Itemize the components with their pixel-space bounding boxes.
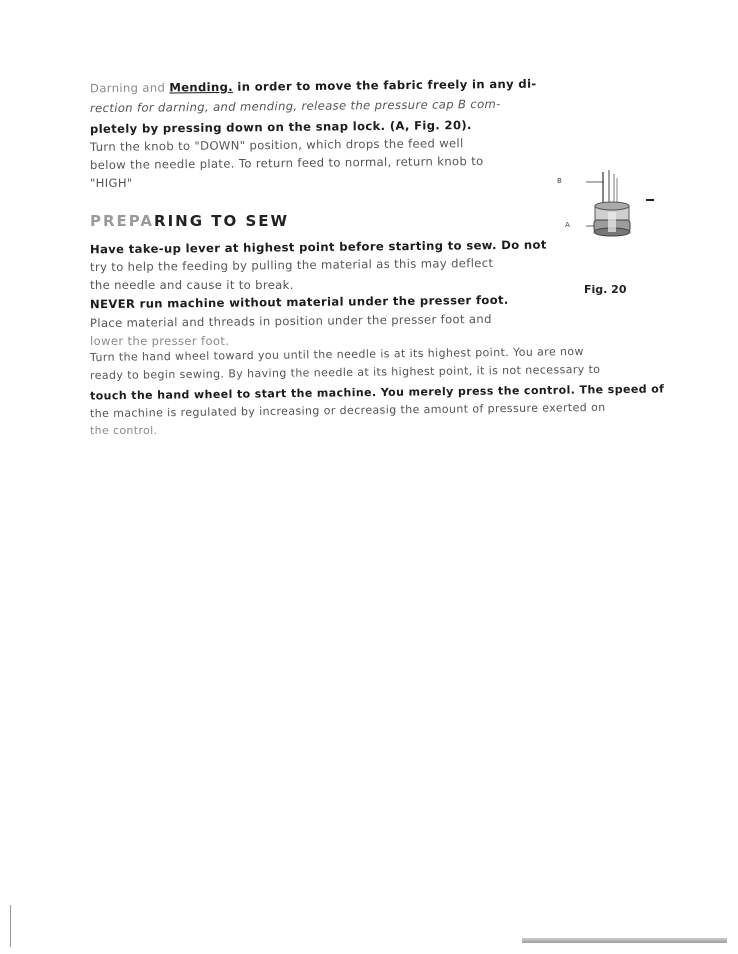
section-heading bbox=[90, 212, 289, 230]
darning-faint-prefix: Darning and bbox=[89, 80, 170, 96]
darning-line-4: Turn the knob to "DOWN" position, which drops the feed well bbox=[89, 136, 464, 154]
darning-line-1 bbox=[90, 77, 537, 96]
presser-cap-illustration-icon bbox=[586, 168, 640, 240]
sew-line-7: Turn the hand wheel toward you until the needle is at its highest point. You are now bbox=[89, 344, 584, 365]
darning-line-3: pletely by pressing down on the snap lock. (A, Fig. 20). bbox=[89, 118, 472, 136]
darning-line-2: rection for darning, and mending, release the pressure cap B com- bbox=[89, 96, 501, 116]
heading-faded-part: PREPA bbox=[90, 212, 155, 230]
scan-bottom-rule bbox=[522, 938, 727, 943]
sew-line-10: the machine is regulated by increasing or decreasig the amount of pressure exerted on bbox=[89, 400, 606, 421]
sew-line-9: touch the hand wheel to start the machine. You merely press the control. The speed of bbox=[89, 382, 665, 403]
mending-lead: Mending. bbox=[169, 79, 234, 95]
scan-margin-line bbox=[10, 905, 11, 947]
figure-dash-mark bbox=[646, 199, 654, 201]
sew-line-11: the control. bbox=[90, 424, 158, 437]
figure-label-b: B bbox=[557, 177, 562, 185]
sew-line-3: the needle and cause it to break. bbox=[90, 278, 294, 292]
sew-line-8: ready to begin sewing. By having the needle at its highest point, it is not necessary to bbox=[89, 362, 601, 383]
darning-line-6: "HIGH" bbox=[90, 176, 133, 190]
sew-line-5: Place material and threads in position under the presser foot and bbox=[89, 311, 492, 331]
figure-label-a: A bbox=[565, 221, 570, 229]
sew-line-4: NEVER run machine without material under the presser foot. bbox=[89, 292, 509, 312]
sew-line-1: Have take-up lever at highest point before starting to sew. Do not bbox=[89, 237, 547, 257]
sew-line-2: try to help the feeding by pulling the material as this may deflect bbox=[89, 255, 494, 275]
sew-line-6: lower the presser foot. bbox=[90, 334, 230, 348]
figure-caption: Fig. 20 bbox=[584, 283, 627, 296]
darning-line-5: below the needle plate. To return feed to normal, return knob to bbox=[89, 153, 484, 173]
darning-line-1-rest: in order to move the fabric freely in any di- bbox=[232, 76, 537, 94]
heading-rest: RING TO SEW bbox=[154, 212, 290, 230]
